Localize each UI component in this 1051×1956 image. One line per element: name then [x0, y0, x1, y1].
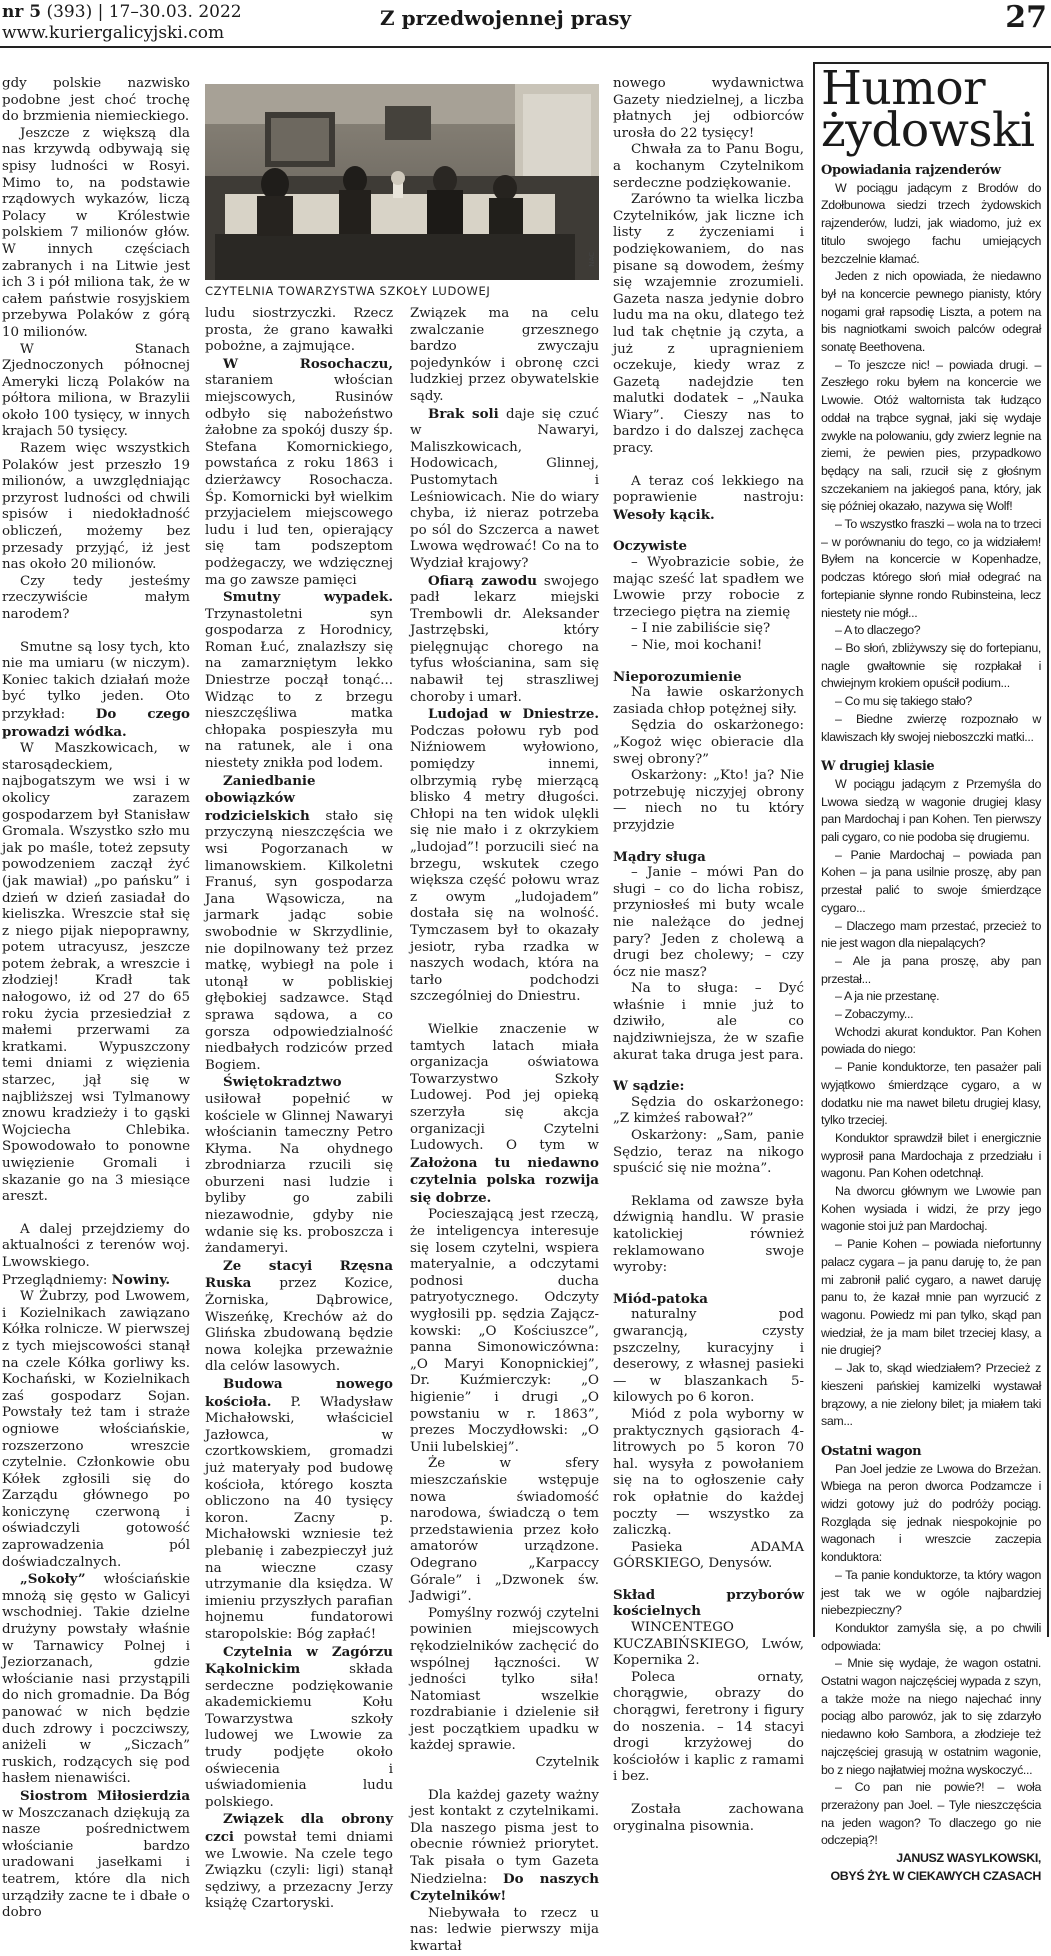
reading-room-photo	[205, 84, 599, 280]
humor-title: Humor żydowski	[821, 61, 1035, 158]
paragraph: A teraz coś lekkiego na poprawienie nastroju: Wesoły kącik.	[613, 473, 804, 523]
paragraph: Świętokradztwo usiłował popełnić w kościele w Glinnej Nawaryi włościanin tameczny Petro Kłyma. Na ohydnego zbrodniarza rzucili się oburzeni nasi ludzie i byliby go zabili niezawodnie, gdyby nie wdanie się ks. proboszcza i żandameryi.	[205, 1074, 393, 1257]
ad-heading: Skład przyborów kościelnych	[613, 1586, 804, 1620]
paragraph: – Nie, moi kochani!	[631, 638, 763, 653]
paragraph: – Co pan nie powie?! – woła przerażony pan Joel. – Tyle nieszczęścia na jeden wagon? To dlaczego go nie odczepią?!	[821, 1780, 1041, 1848]
paragraph: Smutny wypadek. Trzynastoletni syn gospodarza z Horodnicy, Roman Łuć, znalazłszy się na zamarzniętym lekko Dniestrze począł tonąć... Widząc to z brzegu nieszczęśliwa matka chłopaka pospieszyła mu na ratunek, ale i ona niestety znikła pod lodem.	[205, 589, 393, 772]
paragraph: W Rosochaczu, staraniem włościan miejscowych, Rusinów odbyło się nabożeństwo żałobne za spokój duszy śp. Stefana Komornickiego, powstańca z roku 1863 i dzierżawcy Rosochacza. Śp. Komornicki był wielkim przyjacielem miejscowego ludu i lud ten, opierający się tam podszeptom podżegaczy, we wdzięcznej ma go zawsze pamięci	[205, 355, 393, 588]
joke-heading: Nieporozumienie	[613, 668, 742, 685]
paragraph: – To jeszcze nic! – powiada drugi. – Zeszłego roku byłem na koncercie we Lwowie. Otóż waltornista tak łudząco oddał na trąbce sygnał, jaki się wydaje zwykle na polowaniu, gdy zwierz legnie na ziemi, że pewien pies, przypadkowo będący na sali, rzucił się z głośnym szczekaniem na jakiegoś pana, który, jak się później okazało, nazywa się Wolf!	[821, 357, 1041, 514]
paragraph: Pan Joel jedzie ze Lwowa do Brzeżan. Wbiega na peron dworca Podzamcze i widzi gotowy już do podróży pociąg. Rozgląda się jednak niespokojnie po wagonach i wreszcie zaczepia konduktora:	[821, 1461, 1041, 1565]
issue-info	[2, 2, 242, 44]
article-column-3	[410, 306, 599, 1956]
paragraph: Poleca ornaty, chorągwie, obrazy do chorągwi, feretrony i figury do noszenia. – 14 stacyi drogi krzyżowej do kościołów i kaplic z ramami i bez.	[613, 1669, 804, 1785]
paragraph: – Co mu się takiego stało?	[835, 694, 972, 709]
page-number: 27	[1005, 0, 1047, 35]
paragraph: Zaniedbanie obowiązków rodzicielskich stało się przyczyną nieszczęścia we wsi Pogorzanach w limanowskiem. Kilkoletni Franuś, syn gospodarza Jana Wąsowicza, na jarmark jadąc sobie swobodnie w Skrzydlinie, nie dopilnowany też przez matkę, wybiegł na pole i utonął w pobliskiej głębokiej sadzawce. Stąd sprawa sądowa, a co gorsza odpowiedzialność niedbałych rodziców przed Bogiem.	[205, 772, 393, 1073]
paragraph: Ofiarą zawodu swojego padł lekarz miejski Trembowli dr. Aleksander Jastrzębski, który pielęgnując chorego na tyfus włościanina, sam się nabawił tej straszliwej choroby i umarł.	[410, 572, 599, 705]
paragraph: Zarówno ta wielka liczba Czytelników, jak liczne ich listy z życzeniami i podziękowaniem, do nas pisane są dowodem, żeśmy się wzajemnie zrozumieli. Gazeta nasza jedynie dobro ludu ma na oku, dlatego też lud tak chętnie ją czyta, a już z upragnieniem oczekuje, kiedy wraz z Gazetą nadejdzie ten malutki dodatek – „Nauka Wiary”. Cieszy nas to bardzo i do dalszej zachęca pracy.	[613, 192, 804, 457]
paragraph: Pasieka ADAMA GÓRSKIEGO, Denysów.	[613, 1539, 804, 1572]
paragraph: – Dlaczego mam przestać, przecież to nie jest wagon dla niepalących?	[821, 918, 1041, 951]
historic-photo	[205, 84, 599, 280]
paragraph: – Panie Kohen – powiada niefortunny palacz cygara – ja panu daruję to, że pan mi zabronił palić cygaro, a nawet daruję panu to, że kazał mnie pan wyrzucić z wagonu. Powiedz mi pan tylko, skąd pan wiedział, że ja mam bilet trzeciej klasy, a nie drugiej?	[821, 1237, 1041, 1358]
paragraph: Oskarżony: „Kto! ja? Nie potrzebuję niczyjej obrony — niech no tu który przyjdzie	[613, 768, 804, 833]
paragraph: gdy polskie nazwisko podobne jest choć trochę do brzmienia niemieckiego.	[2, 76, 190, 125]
paragraph: Jeden z nich opowiada, że niedawno był na koncercie pewnego pianisty, który nogami grał rapsodię Liszta, a potem na bis nagniotkami swoich palców odegrał sonatę Beethovena.	[821, 269, 1041, 355]
author-name: JANUSZ WASYLKOWSKI,	[896, 1851, 1041, 1866]
paragraph: Wielkie znaczenie w tamtych latach miała organizacja oświatowa Towarzystwo Szkoły Ludowej. Pod jej opieką szerzyła się akcja organizacji Czytelni Ludowych. O tym w Założona tu niedawno czytelnia polska rozwija się dobrze.	[410, 1021, 599, 1206]
paragraph: – Panie konduktorze, ten pasażer pali wyjątkowo śmierdzące cygaro, a w dodatku nie ma nawet biletu drugiej klasy, tylko trzeciej.	[821, 1060, 1041, 1128]
paragraph: Dla każdej gazety ważny jest kontakt z czytelnikami. Dla naszego pisma jest to obecnie również priorytet. Tak pisała o tym Gazeta Niedzielna: Do naszych Czytelników!	[410, 1787, 599, 1905]
issue-date: (393) | 17–30.03. 2022	[46, 2, 242, 22]
article-column-1	[2, 76, 190, 1922]
paragraph: – I nie zabiliście się?	[631, 621, 771, 637]
paragraph: W pociągu jadącym z Brodów do Zdołbunowa siedzi trzech żydowskich rajzenderów, ludzi, jak wiadomo, już ex titulo swojego fachu umiejących bezczelnie kłamać.	[821, 180, 1041, 266]
humor-content	[821, 162, 1041, 1886]
author-source: OBYŚ ŻYŁ W CIEKAWYCH CZASACH	[830, 1868, 1041, 1883]
paragraph: W Maszkowicach, w starosądeckiem, najbogatszym we wsi i w okolicy zarazem gospodarzem był Stanisław Gromala. Wszystko szło mu jak po maśle, toteż zepsuty powodzeniem zaczął żyć (jak mawiał) „po pańsku” i dzień w dzień zasiadał do kieliszka. Wreszcie stał się z niego pijak niepoprawny, potem utracyusz, jeszcze potem żebrak, a wreszcie i złodziej! Kradł tak nałogowo, iż od 27 do 65 roku życia przesiedział z małemi przerwami za kratkami. Wypuszczony temi dniami z więzienia starzec, jął się w najbliższej wsi Tylmanowy znowu kradzieży i to gąski Wojciecha Chlebika. Spowodowało to ponowne uwięzienie Gromali i skazanie go na 3 miesiące areszt.	[2, 741, 190, 1205]
photo-caption: CZYTELNIA TOWARZYSTWA SZKOŁY LUDOWEJ	[205, 284, 491, 298]
paragraph: Chwała za to Panu Bogu, a kochanym Czytelnikom serdeczne podziękowanie.	[613, 142, 804, 191]
paragraph: – Wyobrazicie sobie, że mając sześć lat spadłem we Lwowie przy robocie z trzeciego piętra na ziemię	[613, 555, 804, 620]
paragraph: Na to sługa: – Dyć właśnie i mnie już to dziwiło, ale co najdziwniejsza, że w szafie akurat taka druga jest para.	[613, 981, 804, 1063]
paragraph: – A to dlaczego?	[835, 623, 921, 638]
paragraph: – A ja nie przestanę.	[835, 989, 940, 1004]
paragraph: Niebywała to rzecz u nas: ledwie pierwszy mija kwartał	[410, 1905, 599, 1954]
joke-heading: Oczywiste	[613, 538, 688, 555]
paragraph: Że w sfery mieszczańskie wstępuje nowa świadomość narodowa, świadczą o tem przedstawienia przez koło amatorów urządzone. Odegrano „Karpaccy Górale” i „Dzwonek św. Jadwigi”.	[410, 1456, 599, 1605]
paragraph: – Mnie się wydaje, że wagon ostatni. Ostatni wagon najczęściej wypada z szyn, a także może na niego najechać inny pociąg albo parowóz, jak to się zdarzyło niedawno koło Sambora, a złodzieje też najczęściej grasują w ostatnim wagonie, bo z niego najłatwiej można wyskoczyć...	[821, 1656, 1041, 1777]
paragraph: Siostrom Miłosierdzia w Moszczanach dziękują za nasze pośrednictwem włościanie bardzo uradowani jasełkami i teatrem, które dla nich urządziły zacne te i dbałe o dobro	[2, 1787, 190, 1921]
paragraph: W Stanach Zjednoczonych północnej Ameryki liczą Polaków na półtora miliona, w Brazylii około 100 tysięcy, w innych krajach 50 tysięcy.	[2, 341, 190, 440]
paragraph: Pomyślny rozwój czytelni powinien miejscowych rękodzielników zachęcić do wspólnej łączności. W jedności tylko siła! Natomiast wszelkie rozdrabianie i dzielenie sił jest początkiem upadku w każdej sprawie.	[410, 1605, 599, 1754]
photo-credit: NAC	[588, 252, 596, 267]
story-heading: Opowiadania rajzenderów	[821, 163, 1001, 178]
paragraph: Ludojad w Dniestrze. Podczas połowu ryb pod Niźniowem wyłowiono, pomiędzy innemi, olbrzymią rybę mierzącą blisko 4 metry długości. Chłopi na ten widok ulękli się nie mało i z okrzykiem „ludojad”! porzucili sieć na brzegu, wskutek czego większa część połowu wraz z owym „ludojadem” dostała się na wolność. Tymczasem był to okazały jesiotr, ryba rzadka w naszych wodach, która na tarło podchodzi szczególniej do Dniestru.	[410, 706, 599, 1005]
paragraph: nowego wydawnictwa Gazety niedzielnej, a liczba płatnych jej odbiorców urosła do 22 tysięcy!	[613, 76, 804, 141]
paragraph: Związek dla obrony czci powstał temi dniami we Lwowie. Na czele tego Związku (czyli: ligi) stanął sędziwy, a przezacny Jerzy książę Czartoryski.	[205, 1811, 393, 1912]
paragraph: – Janie – mówi Pan do sługi – co do licha robisz, przyniosłeś mi buty wcale nie należące do jednej pary? Jeden z cholewą a drugi bez cholewy; – czy ócz nie masz?	[613, 865, 804, 980]
paragraph: Reklama od zawsze była dźwignią handlu. W prasie katolickiej również reklamowano swoje wyroby:	[613, 1193, 804, 1276]
paragraph: „Sokoły” włościańskie mnożą się gęsto w Galicyi wschodniej. Takie dzielne drużyny powstały właśnie w Tarnawicy Polnej i Jeziorzanach, gdzie włościanie nasi przystąpili do nich gromadnie. Da Bóg panować w nich będzie duch zdrowy i poczciwszy, aniżeli w „Siczach” ruskich, rodzących się pod hasłem nienawiści.	[2, 1571, 190, 1787]
article-column-4	[613, 76, 804, 1835]
paragraph: Czytelnia w Zagórzu Kąkolnickim składa serdeczne podziękowanie akademickiemu Kołu Towarzystwa szkoły ludowej we Lwowie za trudy podjęte około oświecenia i uświadomienia ludu polskiego.	[205, 1643, 393, 1810]
paragraph: W pociągu jadącym z Przemyśla do Lwowa siedzą w wagonie drugiej klasy pan Mardochaj i pan Kohen. Ten pierwszy pali cygaro, co nie podoba się drugiemu.	[821, 776, 1041, 845]
joke-heading: Mądry sługa	[613, 848, 706, 865]
signature: Czytelnik	[535, 1755, 599, 1771]
humor-sidebar	[813, 61, 1049, 1883]
paragraph: Związek ma na celu zwalczanie grzesznego bardzo zwyczaju pojedynków i obronę czci ludzkiej przez obywatelskie sądy.	[410, 306, 599, 404]
story-heading: Ostatni wagon	[821, 1443, 922, 1459]
paragraph: Jeszcze z większą dla nas krzywdą odbywają się spisy ludności w Rosyi. Mimo to, na podstawie rządowych wykazów, liczą Polacy w Królestwie polskiem 7 milionów głów. W innych częściach zabranych i na Litwie jest ich 3 i pół miliona tak, że w całem państwie rosyjskiem przebywa Polaków z górą 10 milionów.	[2, 125, 190, 340]
issue-number: nr 5	[2, 2, 42, 22]
paragraph: – To wszystko fraszki – wola na to trzeci – w porównaniu do tego, co ja widziałem! Byłem na koncercie w Kopenhadze, podczas którego słoń miał odegrać na fortepianie słynne rondo Rubinsteina, lecz niestety nie mógł...	[821, 517, 1041, 620]
paragraph: Razem więc wszystkich Polaków jest przeszło 19 milionów, a uwzględniając przyrost ludności od chwili spisów i niedokładność obliczeń, możemy bez przesady przyjąć, iż jest nas około 20 milionów.	[2, 441, 190, 573]
paragraph: – Jak to, skąd wiedziałem? Przecież z kieszeni pańskiej kamizelki wystawał brązowy, a nie zielony bilet; ja miałem taki sam...	[821, 1361, 1041, 1429]
paragraph: Miód z pola wyborny w praktycznych gąsiorach 4-litrowych po 5 koron 70 hal. wysyła z powołaniem się na to ogłoszenie cały rok opłatnie do każdej poczty — wszystko za zaliczką.	[613, 1406, 804, 1539]
section-title: Z przedwojennej prasy	[380, 6, 632, 30]
paragraph: – Zobaczymy...	[835, 1007, 914, 1022]
paragraph: Smutne są losy tych, kto nie ma umiaru (w niczym). Koniec takich działań może być tylko jeden. Oto przykład: Do czego prowadzi wódka.	[2, 639, 190, 740]
paragraph: A dalej przejdziemy do aktualności z terenów woj. Lwowskiego. Przeglądniemy: Nowiny.	[2, 1221, 190, 1288]
ad-heading: Miód-patoka	[613, 1290, 708, 1307]
paragraph: Została zachowana oryginalna pisownia.	[613, 1802, 804, 1834]
paragraph: Konduktor zamyśla się, a po chwili odpowiada:	[821, 1620, 1041, 1653]
paragraph: ludu siostrzyczki. Rzecz prosta, że grano kawałki pobożne, a zajmujące.	[205, 306, 393, 355]
paragraph: Na ławie oskarżonych zasiada chłop potężnej siły.	[613, 685, 804, 717]
paragraph: – Bo słoń, zbliżywszy się do fortepianu, nagle gwałtownie się rozpłakał i chwiejnym krokiem opuścił podium...	[821, 640, 1041, 691]
paragraph: – Panie Mardochaj – powiada pan Kohen – ja pana usilnie proszę, aby pan przestał palić to swoje śmierdzące cygaro...	[821, 847, 1041, 915]
story-heading: W drugiej klasie	[821, 759, 935, 775]
paragraph: naturalny pod gwarancją, czysty pszczelny, kuracyjny i deserowy, z własnej pasieki — w blaszankach 5-kilowych po 6 koron.	[613, 1307, 804, 1406]
paragraph: Konduktor sprawdził bilet i energicznie wyprosił pana Mardochaja z przedziału i wagonu. Pan Kohen odetchnął.	[821, 1130, 1041, 1181]
paragraph: – Ta panie konduktorze, ta który wagon jest tak we w ogóle najbardziej niebezpieczny?	[821, 1567, 1041, 1618]
paragraph: Oskarżony: „Sam, panie Sędzio, teraz na nikogo spuścić się nie można”.	[613, 1128, 804, 1177]
paragraph: Czy tedy jesteśmy rzeczywiście małym narodem?	[2, 573, 190, 622]
paragraph: Sędzia do oskarżonego: „Z kimżeś rabował?”	[613, 1094, 804, 1127]
paragraph: Pocieszającą jest rzeczą, że inteligencya interesuje się losem czytelni, wspiera materyalnie, a odczytami podnosi ducha patryotycznego. Odczyty wygłosili pp. sędzia Zającz-kowski: „O Kościuszce”, panna Simonowiczówna: „O Maryi Konopnickiej”, Dr. Kuźmierczyk: „O higienie” i drugi „O powstaniu w r. 1863”, prezes Moczydłowski: „O Unii lubelskiej”.	[410, 1207, 599, 1455]
paragraph: Sędzia do oskarżonego: „Kogoż więc obieracie dla swej obrony?”	[613, 718, 804, 767]
paragraph: – Ale ja pana proszę, aby pan przestał...	[821, 953, 1041, 986]
website-link[interactable]: www.kuriergalicyjski.com	[2, 23, 225, 43]
paragraph: Budowa nowego kościoła. P. Władysław Michałowski, właściciel Jazłowca, w czortkowskiem, gromadzi już materyały pod budowę kościoła, którego koszta obliczono na 40 tysięcy koron. Zacny p. Michałowski wzniesie też plebanię i zabezpieczył już na wieczne czasy utrzymanie dla księdza. W imieniu przyszłych parafian hojnemu fundatorowi staropolskie: Bóg zapłać!	[205, 1376, 393, 1642]
joke-heading: W sądzie:	[613, 1078, 685, 1095]
paragraph: – Biedne zwierzę rozpoznało w klawiszach kły swojej nieboszczki matki...	[821, 711, 1041, 744]
paragraph: W Żubrzy, pod Lwowem, i Kozielnikach zawiązano Kółka rolnicze. W pierwszej z tych miejscowości stanął na czele Kółka gorliwy ks. Kochański, w Kozielnikach zaś gospodarz Sojan. Powstały też tam i straże ogniowe włościańskie, rozszerzono wreszcie czytelnie. Członkowie obu Kółek zgłosili się do Zarządu głównego po koniczynę czerwoną i oświadczyli gotowość zaprowadzenia pól doświadczalnych.	[2, 1289, 190, 1570]
paragraph: Wchodzi akurat konduktor. Pan Kohen powiada do niego:	[821, 1024, 1041, 1057]
paragraph: Na dworcu głównym we Lwowie pan Kohen wysiada i widzi, że przy jego wagonie stoi już pan Mardochaj.	[821, 1184, 1041, 1234]
header-divider	[0, 46, 1051, 48]
paragraph: Ze stacyi Rzęsna Ruska przez Kozice, Żorniska, Dąbrowice, Wiszeńkę, Krechów aż do Glińska zbudowaną będzie nowa kolejka przeważnie dla celów lasowych.	[205, 1257, 393, 1375]
paragraph: WINCENTEGO KUCZABIŃSKIEGO, Lwów, Kopernika 2.	[613, 1620, 804, 1669]
paragraph: Brak soli daje się czuć w Nawaryi, Maliszkowicach, Hodowicach, Glinnej, Pustomytach i Leśniowicach. Nie do wiary chyba, iż nieraz potrzeba po sól do Szczerca a nawet Lwowa wędrować! Co na to Wydział krajowy?	[410, 405, 599, 571]
article-column-2	[205, 306, 393, 1913]
